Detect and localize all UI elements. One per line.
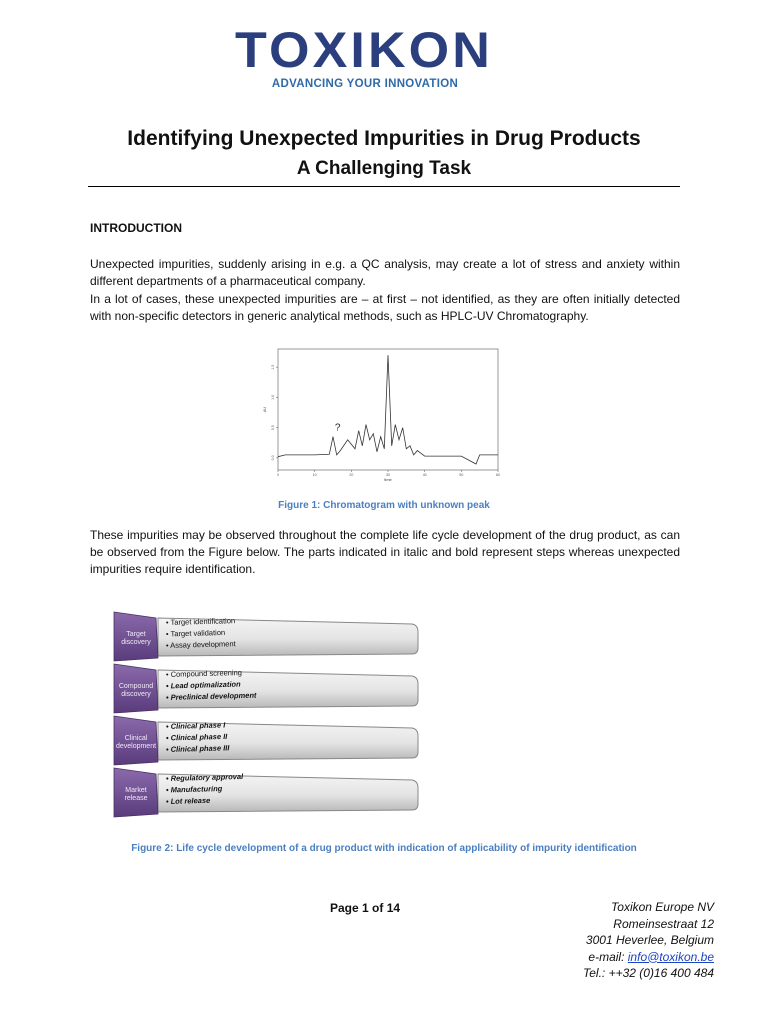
document-subtitle: A Challenging Task — [296, 158, 472, 179]
chart-axes — [278, 349, 498, 470]
stage-item: • Regulatory approval — [165, 771, 244, 783]
company-address — [480, 899, 714, 982]
logo-wordmark: TOXIKON — [235, 24, 493, 74]
stage-item: • Clinical phase III — [165, 743, 230, 754]
y-tick-label: 1.0 — [271, 394, 275, 400]
x-tick-label: 40 — [422, 473, 427, 477]
y-tick-label: 0.5 — [271, 425, 275, 431]
stage-item: • Manufacturing — [165, 784, 223, 795]
lifecycle-stage — [114, 768, 418, 817]
stage-label: Clinical development — [115, 735, 157, 750]
phone-line: Tel.: ++32 (0)16 400 484 — [583, 966, 714, 980]
page-number: Page 1 of 14 — [330, 901, 401, 915]
x-tick-label: 0 — [277, 473, 279, 477]
document-title: Identifying Unexpected Impurities in Drug Products — [127, 127, 641, 150]
company-name: Toxikon Europe NV — [611, 900, 714, 914]
stage-item: • Preclinical development — [165, 690, 257, 702]
x-tick-label: 30 — [386, 473, 390, 477]
logo-tagline: ADVANCING YOUR INNOVATION — [271, 78, 459, 90]
email-line: e-mail: info@toxikon.be — [588, 949, 714, 964]
street-address: Romeinsestraat 12 — [613, 916, 714, 931]
email-link[interactable]: info@toxikon.be — [627, 949, 714, 964]
intro-paragraph-1: Unexpected impurities, suddenly arising in e.g. a QC analysis, may create a lot of stress and anxiety within different departments of a pharmaceutical company. — [90, 257, 680, 288]
x-tick-label: 60 — [496, 473, 500, 477]
stage-item: • Clinical phase I — [165, 720, 226, 731]
lifecycle-stage — [114, 716, 418, 765]
y-tick-label: 1.5 — [271, 364, 275, 370]
lifecycle-diagram — [100, 608, 430, 838]
intro-paragraph-2: In a lot of cases, these unexpected impurities are – at first – not identified, as they are often initially detected with non-specific detectors in generic analytical methods, such as HPLC-UV Chromatography. — [90, 292, 680, 323]
lifecycle-stage — [114, 612, 418, 661]
section-heading: INTRODUCTION — [90, 221, 182, 235]
stage-item: • Compound screening — [165, 668, 243, 679]
lifecycle-paragraph: These impurities may be observed throughout the complete life cycle development of the drug product, as can be observed from the Figure below. The parts indicated in italic and bold represent steps whereas unexpected impurities require identification. — [90, 528, 680, 576]
stage-item: • Lot release — [165, 795, 211, 806]
figure-1-caption: Figure 1: Chromatogram with unknown peak — [278, 500, 490, 511]
toxikon-logo — [233, 24, 495, 74]
stage-label: Compound discovery — [118, 683, 154, 698]
y-tick-label: 0.0 — [271, 455, 275, 461]
y-axis-label: AU — [262, 406, 267, 413]
stage-item: • Target validation — [165, 627, 226, 639]
lifecycle-stage — [114, 664, 418, 713]
city-address: 3001 Heverlee, Belgium — [585, 933, 714, 947]
chromatogram-figure — [258, 345, 504, 493]
x-tick-label: 50 — [459, 473, 464, 477]
x-tick-label: 10 — [312, 473, 317, 477]
chromatogram-trace — [278, 355, 498, 464]
stage-label: Target discovery — [121, 631, 151, 646]
stage-label: Market release — [124, 787, 148, 802]
x-axis-label: time — [384, 477, 392, 482]
x-tick-label: 20 — [349, 473, 354, 477]
title-divider — [88, 186, 680, 187]
figure-2-caption: Figure 2: Life cycle development of a drug product with indication of applicability of impurity identification — [131, 843, 637, 854]
stage-item: • Lead optimalization — [165, 679, 241, 691]
stage-item: • Assay development — [165, 639, 236, 650]
stage-item: • Clinical phase II — [165, 731, 228, 743]
unknown-peak-marker: ? — [334, 422, 341, 434]
stage-item: • Target identification — [165, 616, 236, 627]
plot-frame — [278, 349, 498, 470]
